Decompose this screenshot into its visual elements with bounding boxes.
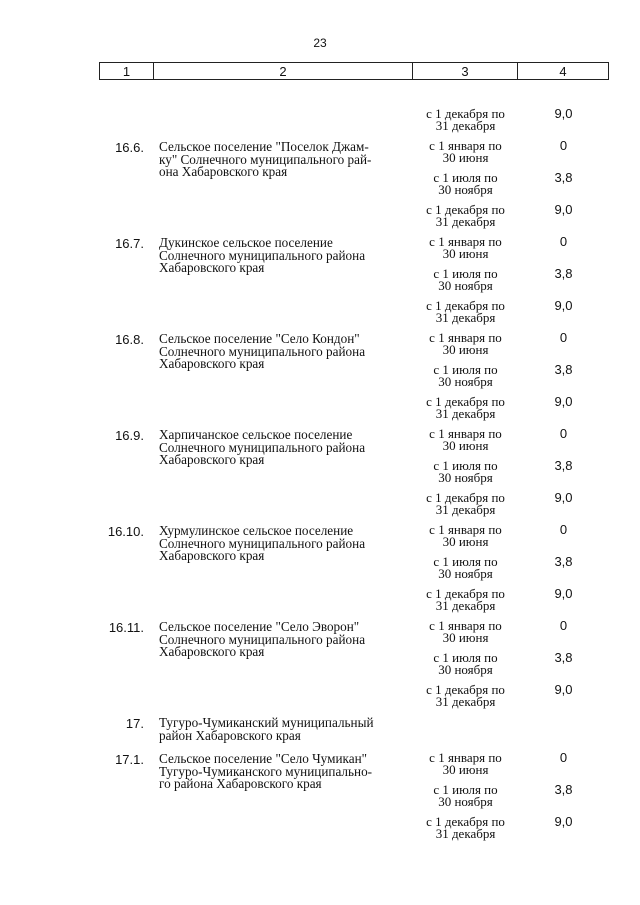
settlement-name: [159, 333, 411, 371]
period-range: [413, 492, 518, 516]
rate-value: 9,0: [554, 298, 573, 313]
period-range-line: 30 ноября: [438, 182, 493, 197]
period-range: [413, 556, 518, 580]
period-range-line: 30 июня: [442, 762, 489, 777]
period-range-line: 31 декабря: [435, 694, 496, 709]
rate-value: 9,0: [554, 490, 573, 505]
rate-value: 0: [559, 138, 568, 153]
settlement-name-line: Хабаровского края: [159, 644, 265, 660]
period-range-line: с 1 января по: [429, 138, 502, 153]
period-range-line: с 1 декабря по: [426, 814, 505, 829]
period-range-line: с 1 июля по: [433, 170, 498, 185]
settlement-name-line: Дукинское сельское поселение: [159, 235, 333, 250]
period-range: [413, 396, 518, 420]
period-range-line: 30 июня: [442, 342, 489, 357]
period-range-line: с 1 июля по: [433, 650, 498, 665]
settlement-name-line: район Хабаровского края: [159, 727, 301, 743]
settlement-name-line: Сельское поселение "Поселок Джам-: [159, 139, 369, 154]
rate-value: 3,8: [554, 458, 573, 473]
period-range-line: с 1 декабря по: [426, 682, 505, 697]
period-range-line: с 1 января по: [429, 426, 502, 441]
period-range: [413, 268, 518, 292]
settlement-name-line: Солнечного муниципального района: [159, 535, 366, 551]
period-range: [413, 784, 518, 808]
rate-value: 3,8: [554, 266, 573, 281]
period-range-line: с 1 января по: [429, 618, 502, 633]
rate-value: 0: [559, 618, 568, 633]
settlement-name-line: Хабаровского края: [159, 260, 265, 276]
period-range: [413, 752, 518, 776]
settlement-name-line: Харпичанское сельское поселение: [159, 427, 353, 442]
settlement-name: [159, 717, 411, 742]
settlement-name-line: Хабаровского края: [159, 548, 265, 564]
settlement-name-line: она Хабаровского края: [159, 164, 288, 180]
period-range-line: 30 июня: [442, 534, 489, 549]
period-range-line: 30 ноября: [438, 470, 493, 485]
settlement-name-line: Тугуро-Чумиканского муниципально-: [159, 763, 373, 779]
period-range-line: с 1 декабря по: [426, 490, 505, 505]
period-range-line: с 1 января по: [429, 330, 502, 345]
rate-value: 9,0: [554, 202, 573, 217]
period-range: [413, 364, 518, 388]
rate-value: 3,8: [554, 170, 573, 185]
period-range: [413, 236, 518, 260]
period-range-line: 31 декабря: [435, 598, 496, 613]
period-range-line: с 1 декабря по: [426, 202, 505, 217]
period-range: [413, 204, 518, 228]
rate-value: 0: [559, 234, 568, 249]
period-range-line: с 1 июля по: [433, 554, 498, 569]
rate-value: 9,0: [554, 682, 573, 697]
row-number: 16.11.: [108, 620, 144, 635]
period-range-line: 30 июня: [442, 246, 489, 261]
period-range-line: 30 ноября: [438, 278, 493, 293]
period-range-line: 31 декабря: [435, 502, 496, 517]
rate-value: 3,8: [554, 650, 573, 665]
period-range-line: с 1 января по: [429, 234, 502, 249]
period-range: [413, 428, 518, 452]
period-range: [413, 332, 518, 356]
header-col-4: 4: [517, 63, 608, 79]
period-range: [413, 460, 518, 484]
rate-value: 0: [559, 522, 568, 537]
period-range: [413, 524, 518, 548]
row-number: 16.6.: [115, 140, 144, 155]
period-range-line: с 1 января по: [429, 522, 502, 537]
period-range-line: 30 ноября: [438, 662, 493, 677]
rate-value: 9,0: [554, 106, 573, 121]
settlement-name-line: Сельское поселение "Село Кондон": [159, 331, 360, 346]
settlement-name: [159, 141, 411, 179]
period-range: [413, 172, 518, 196]
row-number: 16.7.: [115, 236, 144, 251]
header-col-1: 1: [122, 63, 131, 79]
period-range-line: 30 июня: [442, 150, 489, 165]
period-range-line: с 1 января по: [429, 750, 502, 765]
settlement-name-line: ку" Солнечного муниципального рай-: [159, 151, 372, 167]
settlement-name-line: Хурмулинское сельское поселение: [159, 523, 354, 538]
period-range-line: 30 ноября: [438, 794, 493, 809]
header-col-2: 2: [153, 63, 412, 79]
period-range: [413, 300, 518, 324]
period-range-line: 30 ноября: [438, 566, 493, 581]
period-range: [413, 108, 518, 132]
period-range-line: 31 декабря: [435, 310, 496, 325]
row-number: 16.9.: [115, 428, 144, 443]
period-range-line: 31 декабря: [435, 826, 496, 841]
rate-value: 3,8: [554, 554, 573, 569]
period-range-line: 30 ноября: [438, 374, 493, 389]
rate-value: 9,0: [554, 586, 573, 601]
period-range-line: с 1 июля по: [433, 362, 498, 377]
settlement-name: [159, 237, 411, 275]
period-range-line: с 1 декабря по: [426, 394, 505, 409]
period-range: [413, 588, 518, 612]
settlement-name-line: Солнечного муниципального района: [159, 631, 366, 647]
settlement-name-line: Солнечного муниципального района: [159, 439, 366, 455]
rate-value: 3,8: [554, 782, 573, 797]
page-number: 23: [313, 36, 327, 50]
period-range-line: 31 декабря: [435, 406, 496, 421]
row-number: 16.8.: [115, 332, 144, 347]
row-number: 17.: [125, 716, 144, 731]
row-number: 17.1.: [115, 752, 144, 767]
settlement-name-line: Хабаровского края: [159, 356, 265, 372]
settlement-name: [159, 621, 411, 659]
rate-value: 0: [559, 750, 568, 765]
row-number: 16.10.: [107, 524, 144, 539]
period-range-line: с 1 июля по: [433, 782, 498, 797]
period-range-line: с 1 декабря по: [426, 586, 505, 601]
period-range: [413, 620, 518, 644]
period-range: [413, 140, 518, 164]
rate-value: 3,8: [554, 362, 573, 377]
settlement-name: [159, 525, 411, 563]
period-range-line: 30 июня: [442, 438, 489, 453]
rate-value: 0: [559, 426, 568, 441]
settlement-name-line: го района Хабаровского края: [159, 776, 322, 792]
period-range: [413, 652, 518, 676]
settlement-name: [159, 429, 411, 467]
rate-value: 0: [559, 330, 568, 345]
rate-value: 9,0: [554, 394, 573, 409]
period-range-line: с 1 июля по: [433, 266, 498, 281]
settlement-name-line: Тугуро-Чумиканский муниципальный: [159, 715, 374, 730]
period-range-line: 31 декабря: [435, 214, 496, 229]
settlement-name-line: Сельское поселение "Село Чумикан": [159, 751, 368, 766]
period-range-line: 31 декабря: [435, 118, 496, 133]
period-range-line: с 1 декабря по: [426, 298, 505, 313]
settlement-name-line: Солнечного муниципального района: [159, 247, 366, 263]
header-col-3: 3: [412, 63, 517, 79]
settlement-name-line: Солнечного муниципального района: [159, 343, 366, 359]
period-range: [413, 816, 518, 840]
settlement-name-line: Сельское поселение "Село Эворон": [159, 619, 360, 634]
rate-value: 9,0: [554, 814, 573, 829]
period-range-line: 30 июня: [442, 630, 489, 645]
settlement-name-line: Хабаровского края: [159, 452, 265, 468]
settlement-name: [159, 753, 411, 791]
period-range: [413, 684, 518, 708]
period-range-line: с 1 июля по: [433, 458, 498, 473]
period-range-line: с 1 декабря по: [426, 106, 505, 121]
